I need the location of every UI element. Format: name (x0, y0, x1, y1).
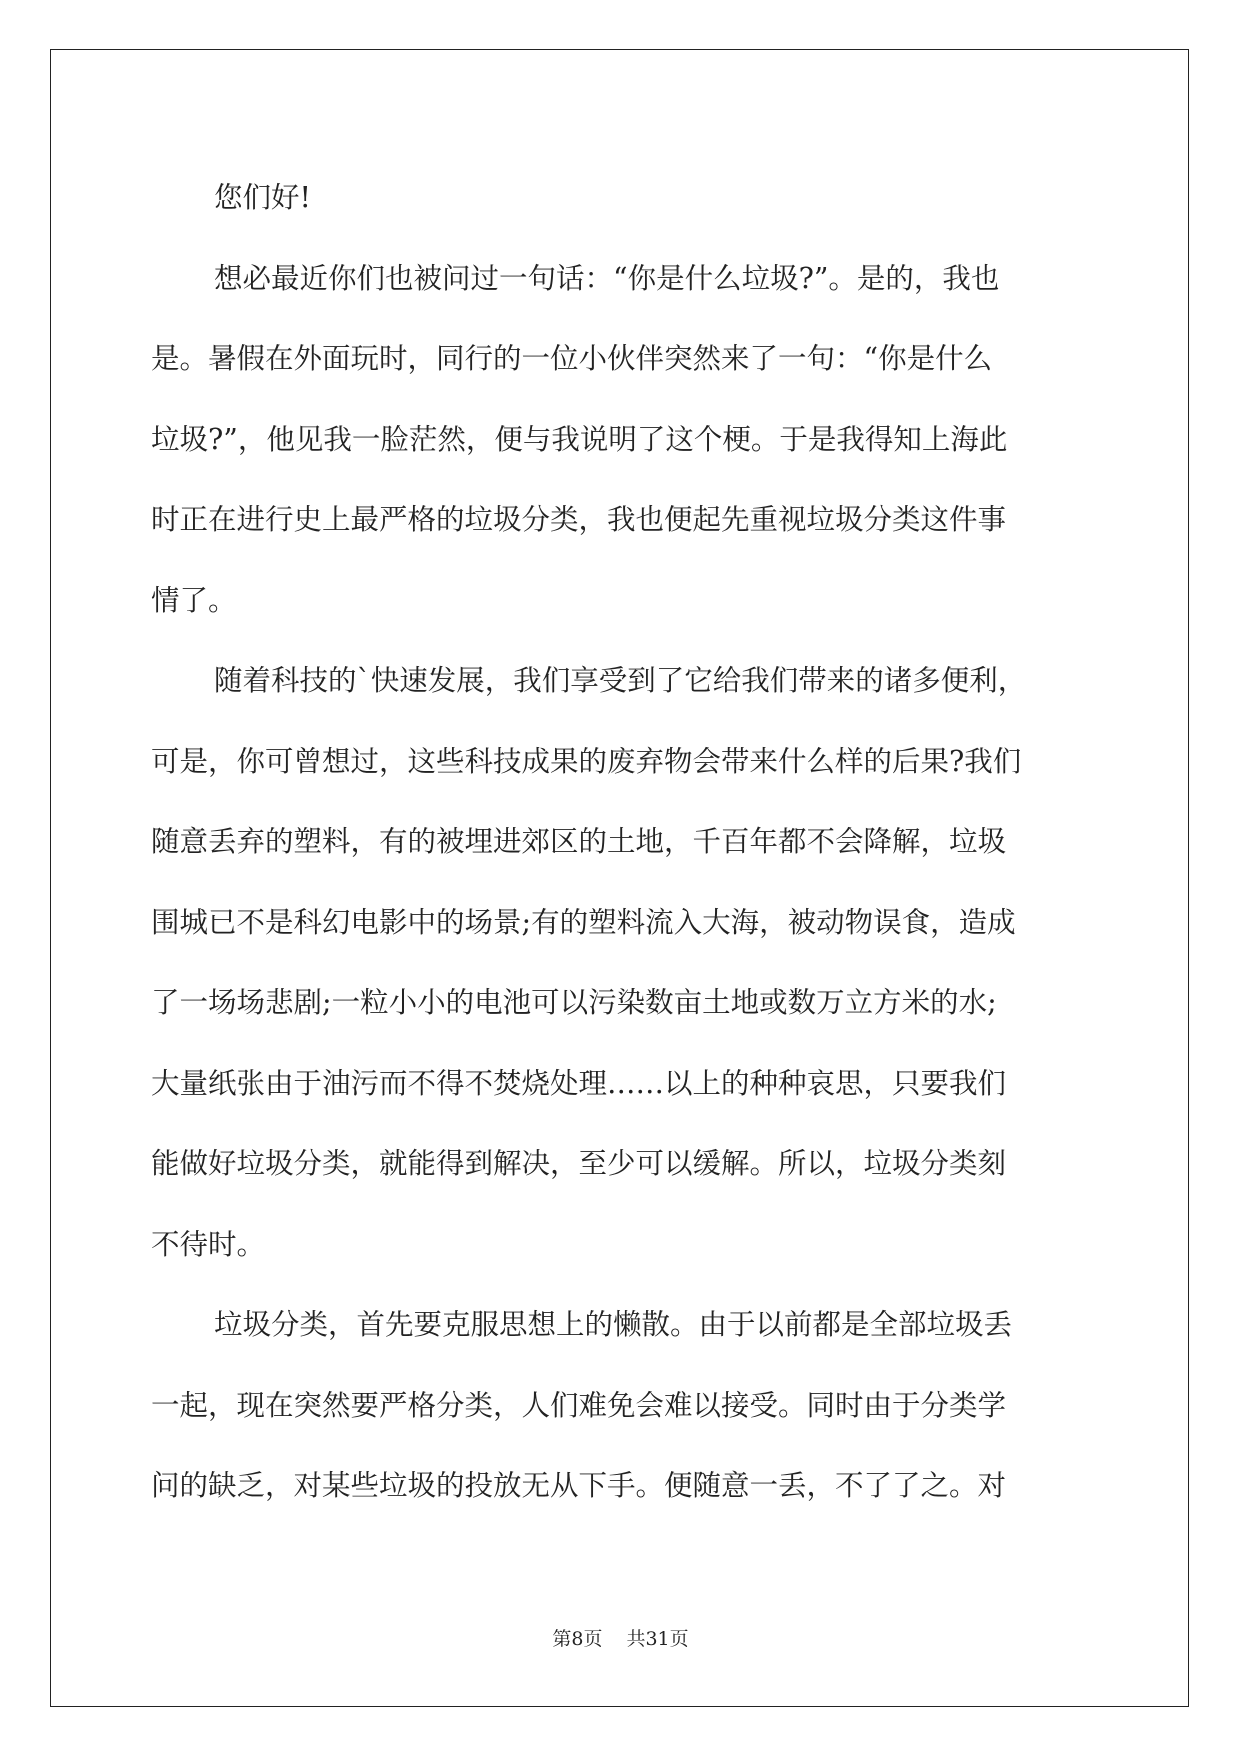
text-line-8: 可是，你可曾想过，这些科技成果的废弃物会带来什么样的后果?我们 (151, 744, 1022, 778)
text-line-14: 不待时。 (151, 1227, 266, 1261)
text-line-6: 情了。 (151, 583, 237, 617)
text-line-12: 大量纸张由于油污而不得不焚烧处理……以上的种种哀思，只要我们 (151, 1066, 1007, 1100)
text-line-4: 垃圾?”，他见我一脸茫然，便与我说明了这个梗。于是我得知上海此 (151, 422, 1008, 456)
text-line-5: 时正在进行史上最严格的垃圾分类，我也便起先重视垃圾分类这件事 (151, 503, 1007, 536)
page-footer (0, 1624, 1241, 1651)
text-line-3: 是。暑假在外面玩时，同行的一位小伙伴突然来了一句：“你是什么 (151, 342, 993, 375)
text-line-16: 一起，现在突然要严格分类，人们难免会难以接受。同时由于分类学 (151, 1388, 1007, 1422)
text-line-7: 随着科技的`快速发展，我们享受到了它给我们带来的诸多便利， (214, 664, 1027, 697)
text-line-10: 围城已不是科幻电影中的场景;有的塑料流入大海，被动物误食，造成 (151, 905, 1016, 939)
text-line-11: 了一场场悲剧;一粒小小的电池可以污染数亩土地或数万立方米的水; (151, 986, 997, 1019)
text-line-1: 您们好! (214, 181, 311, 214)
text-line-13: 能做好垃圾分类，就能得到解决，至少可以缓解。所以，垃圾分类刻 (151, 1147, 1007, 1180)
text-line-2: 想必最近你们也被问过一句话：“你是什么垃圾?”。是的，我也 (214, 261, 1000, 295)
page-number: 第8页 (552, 1628, 603, 1650)
text-line-9: 随意丢弃的塑料，有的被埋进郊区的土地，千百年都不会降解，垃圾 (151, 825, 1007, 858)
page-total: 共31页 (626, 1628, 689, 1650)
text-line-15: 垃圾分类，首先要克服思想上的懒散。由于以前都是全部垃圾丢 (214, 1308, 1013, 1341)
document-body (151, 158, 1091, 1527)
text-line-17: 问的缺乏，对某些垃圾的投放无从下手。便随意一丢，不了了之。对 (151, 1469, 1007, 1502)
